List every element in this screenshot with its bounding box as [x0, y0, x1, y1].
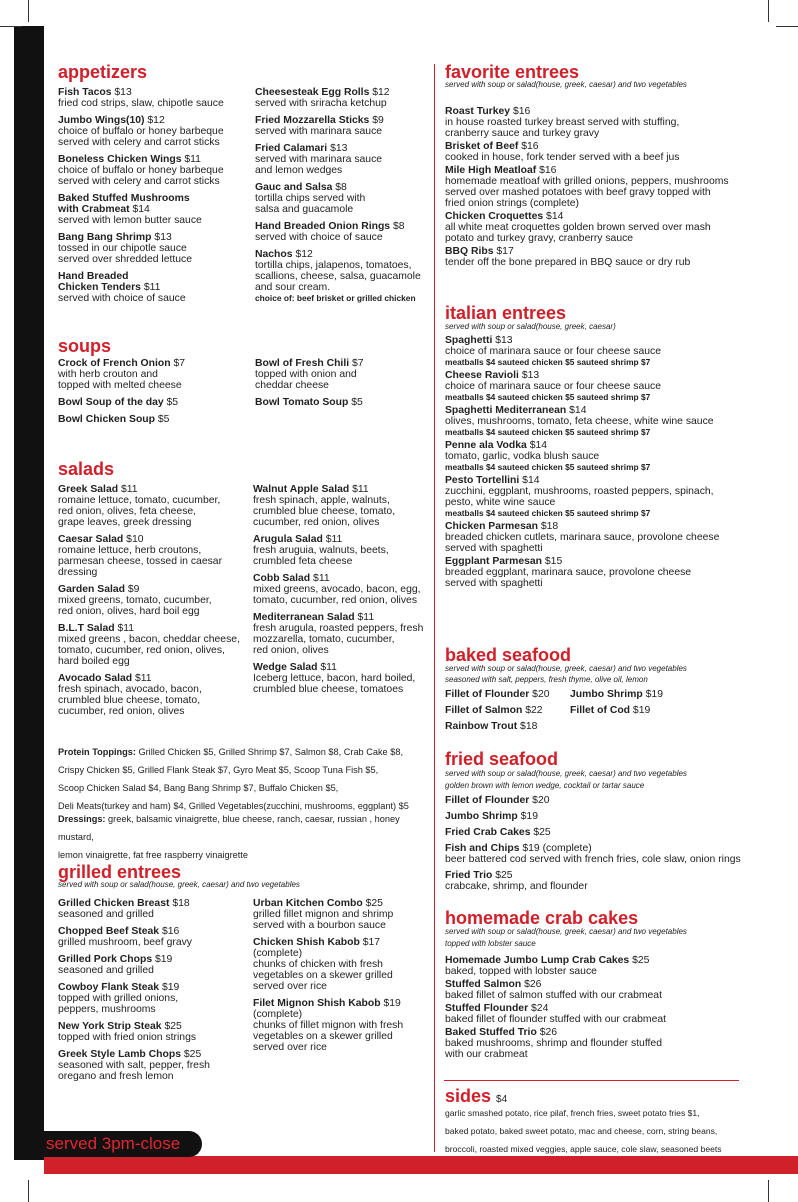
menu-item — [445, 721, 570, 732]
menu-item-price: $19 — [161, 982, 180, 993]
menu-item-addons: meatballs $4 sauteed chicken $5 sauteed shrimp $7 — [445, 508, 651, 518]
menu-item — [255, 358, 430, 391]
menu-item-description: served with marinara sauce and lemon wedges — [255, 154, 383, 176]
menu-item-price: $5 — [351, 397, 363, 408]
menu-item — [445, 705, 570, 716]
menu-item — [58, 154, 253, 187]
menu-item-description: topped with fried onion strings — [58, 1032, 197, 1043]
menu-item-description: served with sriracha ketchup — [255, 98, 387, 109]
dressings: Dressings: greek, balsamic vinaigrette, blue cheese, ranch, caesar, russian , honey mustard, lemon vinaigrette, fat free raspberry vinaigrette — [58, 814, 400, 860]
menu-item — [445, 475, 790, 519]
menu-item-name: Roast Turkey — [445, 106, 511, 117]
menu-item-description: olives, mushrooms, tomato, feta cheese, white wine sauce — [445, 416, 714, 427]
menu-item-name: Spaghetti Mediterranean — [445, 405, 567, 416]
menu-item-price: $19 — [632, 705, 651, 716]
menu-item-price: $25 — [183, 1049, 202, 1060]
menu-item — [253, 573, 433, 606]
menu-item-price: $8 — [335, 182, 347, 193]
menu-item-name: Mile High Meatloaf — [445, 165, 537, 176]
menu-item-name: Fried Trio — [445, 870, 493, 881]
menu-item-description: tomato, garlic, vodka blush sauce — [445, 451, 600, 462]
menu-item — [445, 955, 790, 977]
grilled-entrees-subtitle: served with soup or salad(house, greek, caesar) and two vegetables — [58, 880, 300, 889]
menu-item-name: Boneless Chicken Wings — [58, 154, 182, 165]
menu-item — [445, 141, 790, 163]
menu-item-price: $16 — [512, 106, 531, 117]
fried-seafood-subtitle: served with soup or salad(house, greek, caesar) and two vegetables — [445, 769, 687, 778]
menu-item-description: served with choice of sauce — [255, 232, 383, 243]
menu-item-price: $13 — [154, 232, 172, 243]
menu-item-description: choice of marinara sauce or four cheese sauce — [445, 381, 662, 392]
menu-item-name: New York Strip Steak — [58, 1021, 162, 1032]
menu-item-price: $11 — [357, 612, 375, 623]
menu-item-price: $25 — [533, 827, 551, 838]
menu-item-description: in house roasted turkey breast served with stuffing, cranberry sauce and turkey gravy — [445, 117, 680, 139]
menu-item — [570, 705, 695, 716]
crop-mark — [768, 0, 769, 22]
menu-item-name: Avocado Salad — [58, 673, 133, 684]
menu-item — [445, 165, 790, 209]
menu-item-name: Baked Stuffed Mushrooms with Crabmeat — [58, 193, 190, 215]
menu-item — [445, 979, 790, 1001]
menu-item-name: Bowl Tomato Soup — [255, 397, 349, 408]
menu-item-description: fresh spinach, avocado, bacon, crumbled blue cheese, tomato, cucumber, red onion, olives — [58, 684, 202, 717]
favorite-entrees-heading: favorite entrees — [445, 62, 580, 82]
menu-item-description: topped with grilled onions, peppers, mushrooms — [58, 993, 179, 1015]
menu-item-price: $7 — [352, 358, 364, 369]
menu-item-description: fresh aruguia, walnuts, beets, crumbled feta cheese — [253, 545, 389, 567]
menu-item-description: grilled fillet mignon and shrimp served with a bourbon sauce — [253, 909, 394, 931]
menu-item-name: Spaghetti — [445, 335, 493, 346]
menu-item-price: $11 — [352, 484, 369, 495]
menu-item-name: Bowl Chicken Soup — [58, 414, 155, 425]
protein-toppings: Protein Toppings: Grilled Chicken $5, Grilled Shrimp $7, Salmon $8, Crab Cake $8, Crispy Chicken $5, Grilled Flank Steak $7, Gyro Meat $5, Scoop Tuna Fish $5, Scoop Chicken Salad $4, Bang Bang Shrimp $7, Buffalo Chicken $5, Deli Meats(turkey and ham) $4, Grilled Vegetables(zucchini, mushrooms, eggplant) $5 — [58, 747, 409, 811]
menu-item-price: $20 — [532, 689, 550, 700]
menu-item-price: $19 — [155, 954, 173, 965]
menu-item-name: Bowl of Fresh Chili — [255, 358, 350, 369]
menu-item-description: served with lemon butter sauce — [58, 215, 202, 226]
menu-item-description: tender off the bone prepared in BBQ sauce or dry rub — [445, 257, 691, 268]
menu-item — [58, 1021, 253, 1043]
menu-item-name: Bang Bang Shrimp — [58, 232, 152, 243]
menu-item-price: $14 — [132, 204, 150, 215]
menu-item — [255, 143, 430, 176]
menu-item-price: $19 — [645, 689, 663, 700]
menu-item-name: Jumbo Shrimp — [445, 811, 518, 822]
menu-item-addons: meatballs $4 sauteed chicken $5 sauteed shrimp $7 — [445, 392, 651, 402]
menu-item — [445, 556, 790, 589]
menu-item — [445, 211, 790, 244]
menu-item — [58, 926, 253, 948]
menu-item-price: $16 — [521, 141, 539, 152]
favorite-column — [445, 106, 790, 270]
menu-item-price: $11 — [320, 662, 337, 673]
appetizers-heading: appetizers — [58, 62, 148, 82]
menu-item-price: $14 — [522, 475, 540, 486]
crab-column — [445, 955, 790, 1062]
menu-item — [445, 827, 790, 838]
menu-item — [58, 271, 253, 304]
menu-item — [445, 689, 570, 700]
menu-item-price: $25 — [632, 955, 650, 966]
menu-item-price: $13 — [114, 87, 132, 98]
menu-item — [570, 689, 695, 700]
menu-item — [58, 193, 253, 226]
menu-item-price: $18 — [172, 898, 190, 909]
menu-item-price: $18 — [520, 721, 538, 732]
menu-item — [445, 246, 790, 268]
menu-item-name: Arugula Salad — [253, 534, 323, 545]
menu-item — [58, 232, 253, 265]
menu-item-name: Cheese Ravioli — [445, 370, 519, 381]
menu-item-price: $19 (complete) — [522, 843, 592, 854]
menu-item-price: $12 — [372, 87, 390, 98]
menu-item-description: tossed in our chipotle sauce served over shredded lettuce — [58, 243, 193, 265]
menu-item-description: mixed greens, tomato, cucumber, red onion, olives, hard boil egg — [58, 595, 212, 617]
fried-seafood-subtitle-2: golden brown with lemon wedge, cocktail or tartar sauce — [445, 781, 645, 790]
menu-item — [253, 534, 433, 567]
menu-item-description: zucchini, eggplant, mushrooms, roasted peppers, spinach, pesto, white wine sauce — [445, 486, 714, 508]
menu-item-description: mixed greens, avocado, bacon, egg, tomato, cucumber, red onion, olives — [253, 584, 421, 606]
menu-item-price: $26 — [524, 979, 542, 990]
menu-item-name: Walnut Apple Salad — [253, 484, 350, 495]
menu-item — [58, 982, 253, 1015]
sides-list: garlic smashed potato, rice pilaf, french fries, sweet potato fries $1, baked potato, baked sweet potato, mac and cheese, corn, string beans, broccoli, roasted mixed veggies, apple sauce, cole slaw, seasoned beets — [445, 1108, 722, 1154]
menu-item-price: $11 — [313, 573, 330, 584]
salads-heading: salads — [58, 459, 115, 479]
sides-heading: sides $4 — [445, 1086, 508, 1106]
menu-item-description: baked mushrooms, shrimp and flounder stuffed with our crabmeat — [445, 1038, 662, 1060]
menu-item-name: Greek Salad — [58, 484, 119, 495]
menu-item-price: $11 — [184, 154, 201, 165]
baked-seafood-subtitle-2: seasoned with salt, peppers, fresh thyme, olive oil, lemon — [445, 675, 648, 684]
crab-cakes-heading: homemade crab cakes — [445, 908, 639, 928]
menu-item-name: Crock of French Onion — [58, 358, 171, 369]
menu-item-description: all white meat croquettes golden brown served over mash potato and turkey gravy, cranberry sauce — [445, 222, 711, 244]
menu-item — [58, 414, 253, 425]
menu-item-name: Baked Stuffed Trio — [445, 1027, 537, 1038]
grilled-right-column — [253, 898, 433, 1059]
italian-entrees-heading: italian entrees — [445, 303, 567, 323]
menu-item — [445, 335, 790, 368]
menu-item — [255, 87, 430, 109]
menu-item-price: $12 — [295, 249, 313, 260]
menu-item-price: $17 — [362, 937, 381, 948]
menu-item — [58, 534, 253, 578]
menu-item — [445, 440, 790, 473]
menu-item — [445, 843, 790, 865]
menu-item-description: (complete) chunks of chicken with fresh vegetables on a skewer grilled served over rice — [253, 948, 393, 992]
favorite-entrees-subtitle: served with soup or salad(house, greek, caesar) and two vegetables — [445, 80, 687, 89]
menu-item — [58, 898, 253, 920]
menu-item-description: breaded eggplant, marinara sauce, provolone cheese served with spaghetti — [445, 567, 692, 589]
menu-item — [445, 870, 790, 892]
menu-item-name: Jumbo Shrimp — [570, 689, 643, 700]
menu-item-name: Nachos — [255, 249, 293, 260]
menu-item-name: Penne ala Vodka — [445, 440, 527, 451]
menu-item-name: Homemade Jumbo Lump Crab Cakes — [445, 955, 630, 966]
menu-item-price: $12 — [147, 115, 165, 126]
menu-item-description: with herb crouton and topped with melted cheese — [58, 369, 182, 391]
menu-item-description: served with marinara sauce — [255, 126, 383, 137]
crab-cakes-subtitle-2: topped with lobster sauce — [445, 939, 536, 948]
menu-item — [253, 484, 433, 528]
baked-seafood-subtitle: served with soup or salad(house, greek, caesar) and two vegetables — [445, 664, 687, 673]
baked-seafood-heading: baked seafood — [445, 645, 572, 665]
salads-right-column — [253, 484, 433, 701]
menu-item — [253, 998, 433, 1053]
menu-item-description: romaine lettuce, tomato, cucumber, red onion, olives, feta cheese, grape leaves, greek dressing — [58, 495, 221, 528]
salads-left-column — [58, 484, 253, 723]
italian-column — [445, 335, 790, 591]
menu-item — [253, 662, 433, 695]
fried-seafood-heading: fried seafood — [445, 749, 559, 769]
menu-item-price: $10 — [126, 534, 144, 545]
menu-item-name: Gauc and Salsa — [255, 182, 333, 193]
menu-item-description: choice of buffalo or honey barbeque served with celery and carrot sticks — [58, 126, 224, 148]
menu-item-price: $16 — [539, 165, 557, 176]
menu-item — [58, 623, 253, 667]
menu-item-price: $17 — [496, 246, 514, 257]
menu-item-description: beer battered cod served with french fries, cole slaw, onion rings — [445, 854, 741, 865]
menu-item — [445, 405, 790, 438]
menu-item-price: $14 — [569, 405, 587, 416]
menu-item-name: Fish Tacos — [58, 87, 112, 98]
menu-item-description: seasoned and grilled — [58, 909, 154, 920]
menu-item-name: Chicken Shish Kabob — [253, 937, 360, 948]
menu-item-name: Hand Breaded Chicken Tenders — [58, 271, 141, 293]
menu-item-price: $11 — [117, 623, 135, 634]
menu-item-name: Fillet of Flounder — [445, 795, 530, 806]
fried-column — [445, 795, 790, 897]
menu-item-description: crabcake, shrimp, and flounder — [445, 881, 588, 892]
menu-item-name: Chopped Beef Steak — [58, 926, 160, 937]
menu-item-addons: meatballs $4 sauteed chicken $5 sauteed shrimp $7 — [445, 427, 651, 437]
menu-item-name: Mediterranean Salad — [253, 612, 355, 623]
menu-item-name: Brisket of Beef — [445, 141, 519, 152]
menu-item — [58, 1049, 253, 1082]
menu-item-description: baked fillet of flounder stuffed with our crabmeat — [445, 1014, 667, 1025]
menu-item-addons: meatballs $4 sauteed chicken $5 sauteed shrimp $7 — [445, 357, 651, 367]
menu-item-description: topped with onion and cheddar cheese — [255, 369, 357, 391]
menu-item-name: Fish and Chips — [445, 843, 520, 854]
menu-item — [255, 397, 430, 408]
baked-left-column — [445, 689, 570, 737]
menu-item-name: Fillet of Salmon — [445, 705, 523, 716]
menu-item-name: Cowboy Flank Steak — [58, 982, 160, 993]
menu-item-addons: choice of: beef brisket or grilled chicken — [255, 293, 416, 303]
menu-item-name: Fried Mozzarella Sticks — [255, 115, 370, 126]
menu-item-name: Fillet of Flounder — [445, 689, 530, 700]
menu-item-price: $7 — [173, 358, 186, 369]
menu-item-price: $11 — [135, 673, 152, 684]
menu-item-price: $14 — [546, 211, 564, 222]
menu-item-name: Hand Breaded Onion Rings — [255, 221, 391, 232]
menu-item-price: $26 — [539, 1027, 558, 1038]
menu-item-description: choice of buffalo or honey barbeque served with celery and carrot sticks — [58, 165, 224, 187]
service-hours-tag: served 3pm-close — [40, 1131, 202, 1157]
menu-item-name: Bowl Soup of the day — [58, 397, 164, 408]
crop-mark — [768, 1180, 769, 1202]
menu-item-name: B.L.T Salad — [58, 623, 115, 634]
crop-mark — [28, 0, 29, 22]
soups-left-column — [58, 358, 253, 431]
menu-item-price: $16 — [161, 926, 180, 937]
menu-item-price: $5 — [166, 397, 179, 408]
menu-item — [58, 584, 253, 617]
menu-item-price: $11 — [325, 534, 343, 545]
menu-item — [58, 954, 253, 976]
menu-item-name: Caesar Salad — [58, 534, 124, 545]
menu-item-name: Jumbo Wings(10) — [58, 115, 145, 126]
menu-item — [58, 397, 253, 408]
menu-item-price: $22 — [525, 705, 543, 716]
italian-entrees-subtitle: served with soup or salad(house, greek, caesar) — [445, 322, 616, 331]
grilled-left-column — [58, 898, 253, 1088]
menu-item — [445, 106, 790, 139]
appetizers-left-column — [58, 87, 253, 310]
menu-item — [445, 1027, 790, 1060]
crop-mark — [776, 26, 798, 27]
menu-item-price: $18 — [540, 521, 559, 532]
menu-item-price: $25 — [495, 870, 513, 881]
menu-item-price: $19 — [383, 998, 401, 1009]
menu-item-name: Eggplant Parmesan — [445, 556, 543, 567]
menu-item-price: $15 — [544, 556, 563, 567]
menu-item — [255, 221, 430, 243]
menu-item-description: choice of marinara sauce or four cheese sauce — [445, 346, 662, 357]
bottom-red-bar — [44, 1156, 798, 1174]
menu-item-price: $9 — [372, 115, 384, 126]
menu-item — [58, 484, 253, 528]
crop-mark — [28, 1180, 29, 1202]
menu-item — [445, 1003, 790, 1025]
menu-item-price: $8 — [392, 221, 405, 232]
menu-item-description: baked fillet of salmon stuffed with our crabmeat — [445, 990, 662, 1001]
menu-item-price: $5 — [157, 414, 170, 425]
menu-item-name: BBQ Ribs — [445, 246, 494, 257]
menu-item-price: $11 — [143, 282, 161, 293]
menu-item — [255, 182, 430, 215]
menu-item-description: Iceberg lettuce, bacon, hard boiled, crumbled blue cheese, tomatoes — [253, 673, 416, 695]
menu-item-name: Rainbow Trout — [445, 721, 518, 732]
menu-item-description: breaded chicken cutlets, marinara sauce, provolone cheese served with spaghetti — [445, 532, 720, 554]
menu-item — [445, 370, 790, 403]
menu-item-description: cooked in house, fork tender served with a beef jus — [445, 152, 680, 163]
menu-item-name: Chicken Parmesan — [445, 521, 538, 532]
menu-item — [253, 612, 433, 656]
menu-item-description: seasoned and grilled — [58, 965, 154, 976]
menu-item-description: fried cod strips, slaw, chipotle sauce — [58, 98, 224, 109]
menu-item-description: grilled mushroom, beef gravy — [58, 937, 192, 948]
menu-item — [445, 811, 790, 822]
menu-item-name: Grilled Chicken Breast — [58, 898, 170, 909]
menu-item — [253, 898, 433, 931]
menu-item — [253, 937, 433, 992]
menu-item-addons: meatballs $4 sauteed chicken $5 sauteed shrimp $7 — [445, 462, 651, 472]
menu-item-description: tortilla chips, jalapenos, tomatoes, scallions, cheese, salsa, guacamole and sour cream. — [255, 260, 421, 293]
menu-item-price: $24 — [531, 1003, 549, 1014]
crab-cakes-subtitle: served with soup or salad(house, greek, caesar) and two vegetables — [445, 927, 687, 936]
menu-item-price: $25 — [164, 1021, 182, 1032]
menu-item — [58, 115, 253, 148]
menu-item — [58, 87, 253, 109]
column-divider — [434, 64, 435, 1152]
menu-item-price: $19 — [520, 811, 538, 822]
menu-item-name: Fried Calamari — [255, 143, 328, 154]
menu-item-description: served with choice of sauce — [58, 293, 186, 304]
menu-item-name: Greek Style Lamb Chops — [58, 1049, 181, 1060]
menu-item — [58, 358, 253, 391]
menu-item-name: Urban Kitchen Combo — [253, 898, 363, 909]
crop-mark — [0, 26, 22, 27]
menu-item-name: Stuffed Salmon — [445, 979, 522, 990]
grilled-entrees-heading: grilled entrees — [58, 862, 182, 882]
menu-item-description: romaine lettuce, herb croutons, parmesan cheese, tossed in caesar dressing — [58, 545, 223, 578]
menu-item-name: Stuffed Flounder — [445, 1003, 529, 1014]
menu-item-price: $13 — [330, 143, 348, 154]
menu-item-name: Garden Salad — [58, 584, 125, 595]
baked-right-column — [570, 689, 695, 721]
menu-item-price: $14 — [529, 440, 548, 451]
menu-item-description: mixed greens , bacon, cheddar cheese, tomato, cucumber, red onion, olives, hard boiled egg — [58, 634, 240, 667]
menu-item-price: $25 — [365, 898, 383, 909]
menu-item-name: Chicken Croquettes — [445, 211, 544, 222]
menu-item-description: (complete) chunks of fillet mignon with fresh vegetables on a skewer grilled served over rice — [253, 1009, 404, 1053]
menu-item — [445, 795, 790, 806]
soups-heading: soups — [58, 336, 112, 356]
menu-item-price: $11 — [120, 484, 138, 495]
menu-item-price: $20 — [532, 795, 550, 806]
appetizers-right-column — [255, 87, 430, 310]
menu-item-description: tortilla chips served with salsa and guacamole — [255, 193, 366, 215]
menu-item-price: $13 — [495, 335, 513, 346]
menu-item-description: seasoned with salt, pepper, fresh oregano and fresh lemon — [58, 1060, 210, 1082]
menu-item-name: Fillet of Cod — [570, 705, 631, 716]
menu-item-description: baked, topped with lobster sauce — [445, 966, 597, 977]
menu-item — [255, 115, 430, 137]
menu-item-description: fresh spinach, apple, walnuts, crumbled blue cheese, tomato, cucumber, red onion, olives — [253, 495, 396, 528]
menu-item-description: fresh arugula, roasted peppers, fresh mozzarella, tomato, cucumber, red onion, olives — [253, 623, 424, 656]
menu-item — [445, 521, 790, 554]
left-black-bar — [14, 26, 44, 1160]
menu-item-price: $9 — [127, 584, 140, 595]
menu-item-price: $13 — [521, 370, 540, 381]
menu-item-name: Fried Crab Cakes — [445, 827, 531, 838]
menu-item — [58, 673, 253, 717]
menu-item-name: Wedge Salad — [253, 662, 318, 673]
soups-right-column — [255, 358, 430, 414]
menu-item-description: homemade meatloaf with grilled onions, peppers, mushrooms served over mashed potatoes with beef gravy topped with fried onion strings (complete) — [445, 176, 729, 209]
menu-item-name: Cheesesteak Egg Rolls — [255, 87, 370, 98]
menu-item-name: Pesto Tortellini — [445, 475, 520, 486]
crab-section-rule — [444, 1080, 739, 1081]
menu-item — [255, 249, 430, 304]
menu-item-name: Grilled Pork Chops — [58, 954, 153, 965]
menu-item-name: Cobb Salad — [253, 573, 311, 584]
menu-item-name: Filet Mignon Shish Kabob — [253, 998, 381, 1009]
